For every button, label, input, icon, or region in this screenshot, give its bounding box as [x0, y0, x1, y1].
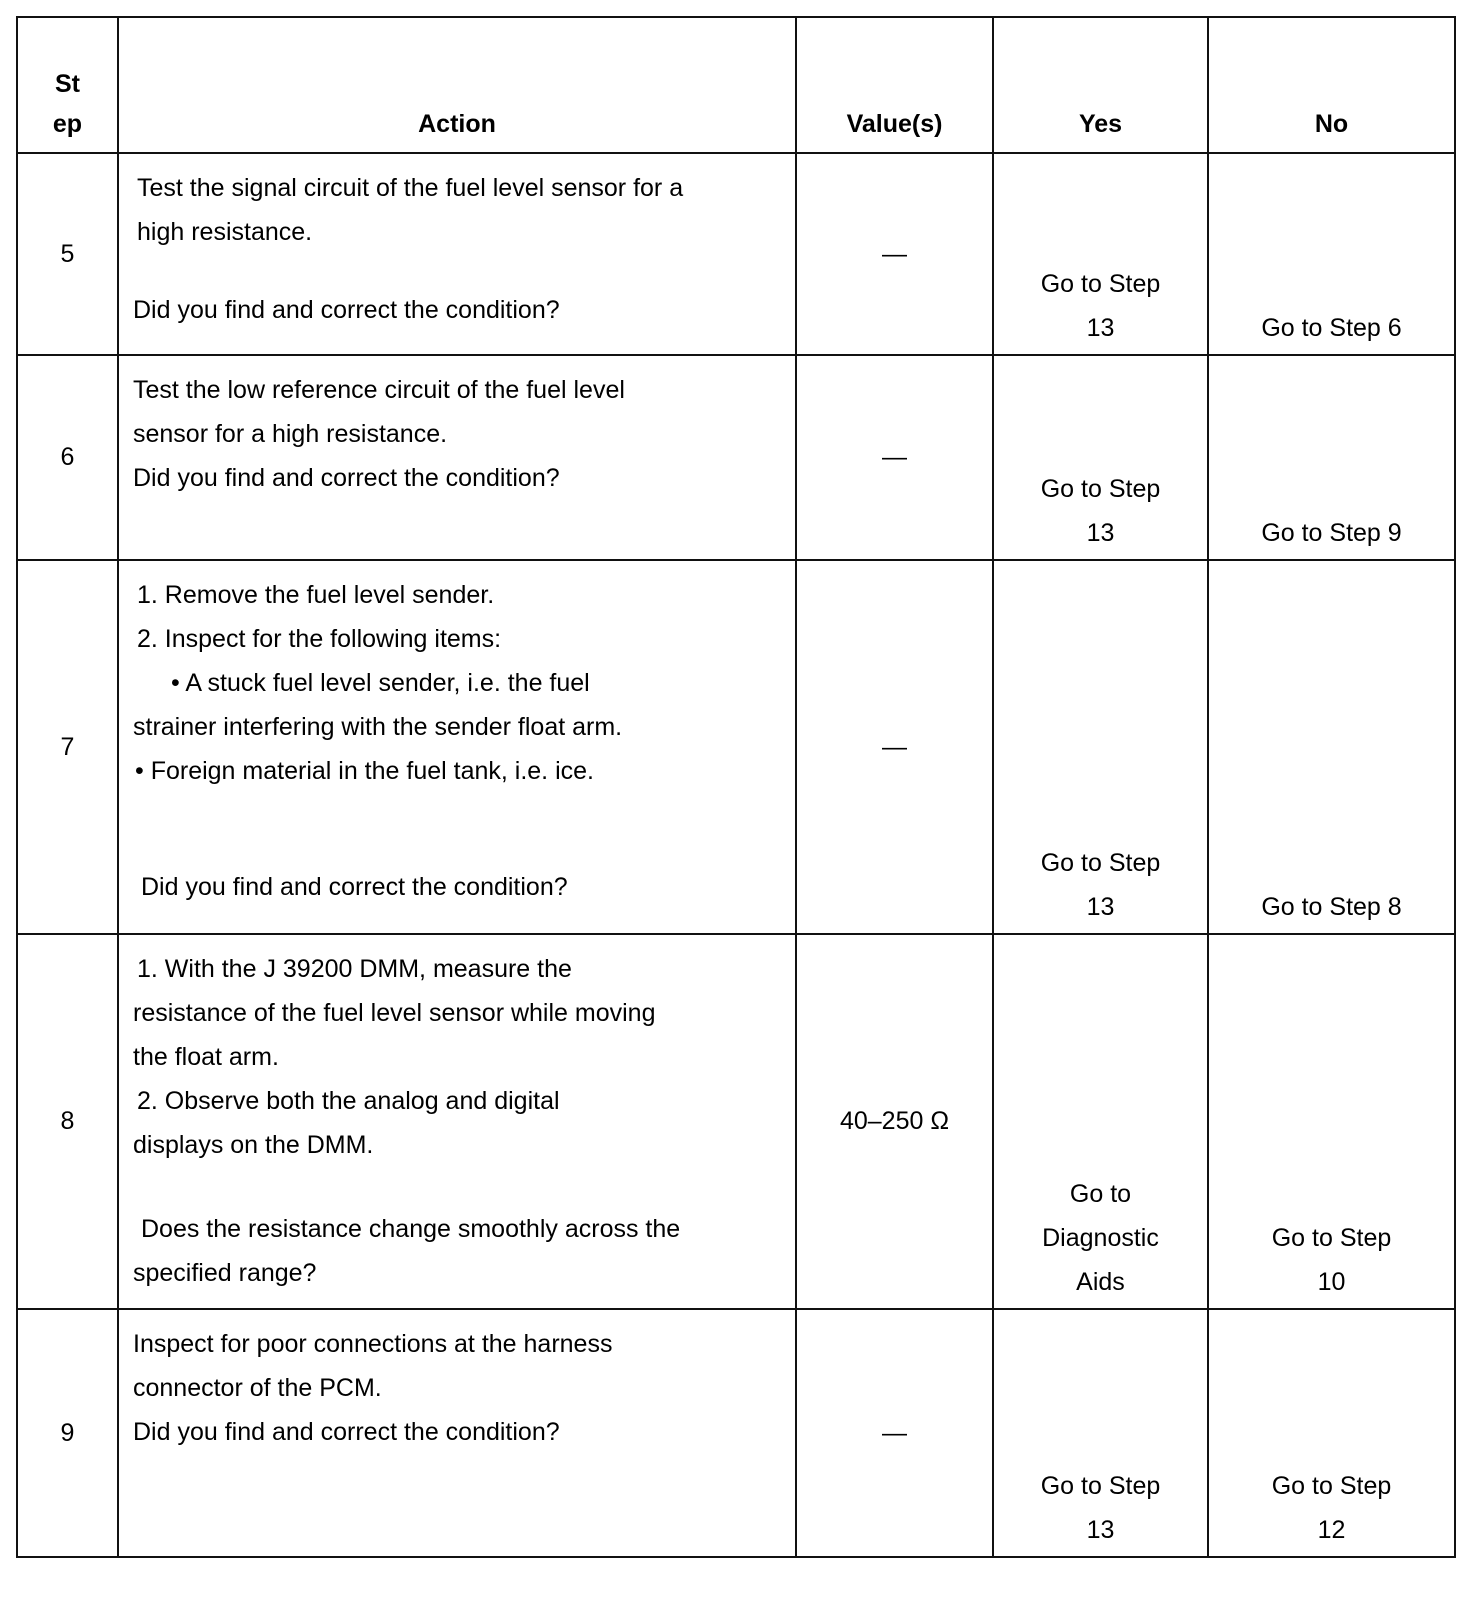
yes-line: 13: [1086, 519, 1115, 547]
no-line: Go to Step: [1271, 1224, 1392, 1252]
header-row: [17, 17, 1455, 153]
action-cell: [118, 1309, 796, 1557]
header-no: No: [1208, 17, 1455, 153]
action-line: Test the signal circuit of the fuel level sensor for a: [137, 174, 684, 202]
no-line: Go to Step: [1271, 1472, 1392, 1500]
action-line: Inspect for poor connections at the harness: [133, 1330, 613, 1358]
header-action: Action: [118, 17, 796, 153]
action-bullet: • A stuck fuel level sender, i.e. the fuel: [171, 669, 590, 697]
no-cell: [1208, 560, 1455, 934]
yes-cell: [993, 153, 1208, 355]
action-cell: [118, 560, 796, 934]
action-line: high resistance.: [137, 218, 313, 246]
action-line: the float arm.: [133, 1043, 279, 1071]
table-row: [17, 934, 1455, 1309]
yes-cell: [993, 934, 1208, 1309]
header-values: Value(s): [796, 17, 993, 153]
action-question: Did you find and correct the condition?: [133, 464, 560, 492]
value-cell: —: [796, 153, 993, 355]
value-cell: —: [796, 1309, 993, 1557]
yes-cell: [993, 1309, 1208, 1557]
action-line: 2. Inspect for the following items:: [137, 625, 502, 653]
yes-line: 13: [1086, 893, 1115, 921]
action-question: Did you find and correct the condition?: [133, 1418, 560, 1446]
yes-line: 13: [1086, 314, 1115, 342]
table-row: [17, 560, 1455, 934]
header-step-line2: ep: [52, 110, 83, 138]
table-row: [17, 355, 1455, 560]
action-line: displays on the DMM.: [133, 1131, 374, 1159]
yes-line: Go to Step: [1040, 475, 1161, 503]
no-cell: [1208, 1309, 1455, 1557]
table-row: [17, 153, 1455, 355]
yes-line: 13: [1086, 1516, 1115, 1544]
yes-line: Go to Step: [1040, 849, 1161, 877]
no-cell: [1208, 153, 1455, 355]
header-step-line1: St: [55, 70, 80, 98]
table-row: [17, 1309, 1455, 1557]
step-number: 9: [17, 1309, 118, 1557]
action-cell: [118, 355, 796, 560]
yes-line: Go to Step: [1040, 1472, 1161, 1500]
action-line: 1. With the J 39200 DMM, measure the: [137, 955, 572, 983]
step-number: 8: [17, 934, 118, 1309]
value-cell: —: [796, 560, 993, 934]
no-line: Go to Step 9: [1261, 519, 1402, 547]
no-cell: [1208, 355, 1455, 560]
action-question: Did you find and correct the condition?: [133, 296, 560, 324]
yes-cell: [993, 355, 1208, 560]
step-number: 5: [17, 153, 118, 355]
action-question: specified range?: [133, 1259, 317, 1287]
action-cell: [118, 934, 796, 1309]
yes-line: Go to Step: [1040, 270, 1161, 298]
action-line: Test the low reference circuit of the fuel level: [133, 376, 625, 404]
yes-cell: [993, 560, 1208, 934]
header-yes: Yes: [993, 17, 1208, 153]
value-cell: 40–250 Ω: [796, 934, 993, 1309]
value-cell: —: [796, 355, 993, 560]
action-question: Did you find and correct the condition?: [141, 873, 568, 901]
action-question: Does the resistance change smoothly across the: [141, 1215, 681, 1243]
action-line: connector of the PCM.: [133, 1374, 382, 1402]
step-number: 6: [17, 355, 118, 560]
diagnostic-table: [16, 16, 1456, 1558]
yes-line: Aids: [1076, 1268, 1125, 1296]
action-line: resistance of the fuel level sensor while moving: [133, 999, 656, 1027]
no-line: 10: [1317, 1268, 1346, 1296]
no-line: Go to Step 8: [1261, 893, 1402, 921]
step-number: 7: [17, 560, 118, 934]
action-line: sensor for a high resistance.: [133, 420, 448, 448]
action-line: 1. Remove the fuel level sender.: [137, 581, 495, 609]
action-line: strainer interfering with the sender float arm.: [133, 713, 623, 741]
action-bullet: • Foreign material in the fuel tank, i.e. ice.: [135, 757, 594, 785]
action-line: 2. Observe both the analog and digital: [137, 1087, 560, 1115]
yes-line: Go to: [1069, 1180, 1132, 1208]
no-line: 12: [1317, 1516, 1346, 1544]
no-line: Go to Step 6: [1261, 314, 1402, 342]
yes-line: Diagnostic: [1042, 1224, 1159, 1252]
action-cell: [118, 153, 796, 355]
no-cell: [1208, 934, 1455, 1309]
header-step: [17, 17, 118, 153]
